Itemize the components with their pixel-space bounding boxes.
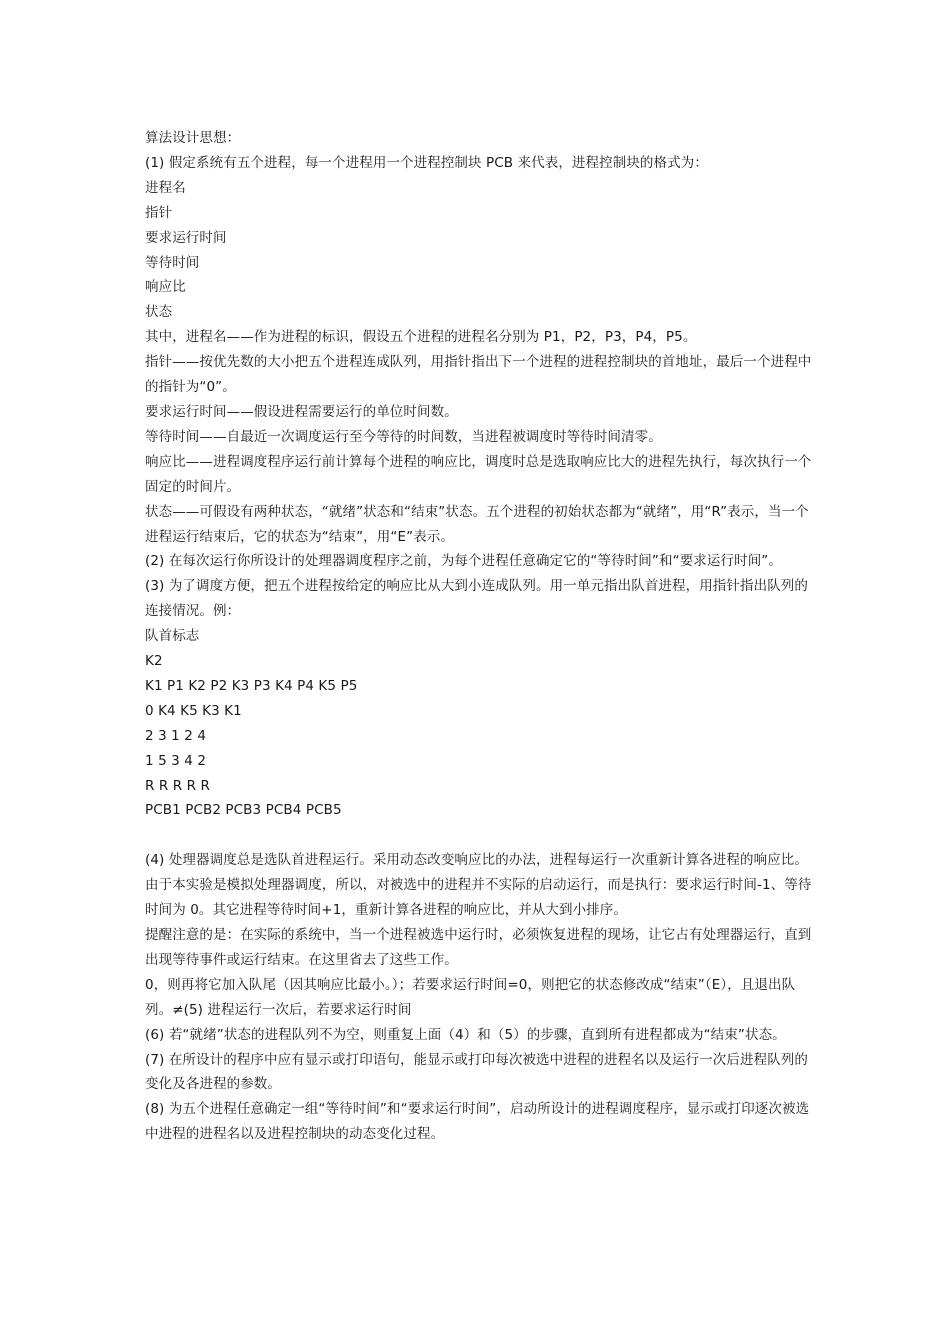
example-queue-head-value: K2 [145,653,163,670]
definition-pointer: 指针——按优先数的大小把五个进程连成队列，用指针指出下一个进程的进程控制块的首地址，最后一个进程中的指针为“0”。 [145,354,812,396]
paragraph-2: (2) 在每次运行你所设计的处理器调度程序之前，为每个进程任意确定它的“等待时间”和“要求运行时间”。 [145,553,782,570]
definition-name: 其中，进程名——作为进程的标识，假设五个进程的进程名分别为 P1，P2，P3，P4，P5。 [145,329,697,346]
paragraph-6: (6) 若“就绪”状态的进程队列不为空，则重复上面（4）和（5）的步骤，直到所有进程都成为“结束”状态。 [145,1026,786,1043]
paragraph-8: (8) 为五个进程任意确定一组“等待时间”和“要求运行时间”，启动所设计的进程调度程序，显示或打印逐次被选中进程的进程名以及进程控制块的动态变化过程。 [145,1101,810,1143]
pcb-field-state: 状态 [145,304,173,321]
pcb-field-pointer: 指针 [145,204,173,221]
paragraph-3: (3) 为了调度方便，把五个进程按给定的响应比从大到小连成队列。用一单元指出队首进程，用指针指出队列的连接情况。例： [145,578,809,620]
pcb-field-ratio: 响应比 [145,279,186,296]
paragraph-note: 提醒注意的是：在实际的系统中，当一个进程被选中运行时，必须恢复进程的现场，让它占有处理器运行，直到出现等待事件或运行结束。在这里省去了这些工作。 [145,926,812,968]
pcb-field-name: 进程名 [145,179,186,196]
example-row-pcbs: PCB1 PCB2 PCB3 PCB4 PCB5 [145,802,342,819]
example-queue-head-label: 队首标志 [145,628,200,645]
spacer [145,823,813,848]
pcb-field-waittime: 等待时间 [145,254,200,271]
paragraph-4: (4) 处理器调度总是选队首进程运行。采用动态改变响应比的办法，进程每运行一次重新计算各进程的响应比。由于本实验是模拟处理器调度，所以，对被选中的进程并不实际的启动运行，而是执行：要求运行时间-1、等待时间为 0。其它进程等待时间+1，重新计算各进程的响应比，并从大到小排序。 [145,852,812,919]
paragraph-1: (1) 假定系统有五个进程，每一个进程用一个进程控制块 PCB 来代表，进程控制块的格式为： [145,154,708,171]
paragraph-7: (7) 在所设计的程序中应有显示或打印语句，能显示或打印每次被选中进程的进程名以及运行一次后进程队列的变化及各进程的参数。 [145,1051,809,1093]
definition-ratio: 响应比——进程调度程序运行前计算每个进程的响应比，调度时总是选取响应比大的进程先执行，每次执行一个固定的时间片。 [145,453,812,495]
definition-runtime: 要求运行时间——假设进程需要运行的单位时间数。 [145,403,458,420]
document-body [145,126,813,1147]
definition-state: 状态——可假设有两种状态，“就绪”状态和“结束”状态。五个进程的初始状态都为“就绪”，用“R”表示，当一个进程运行结束后，它的状态为“结束”，用“E”表示。 [145,503,809,545]
definition-waittime: 等待时间——自最近一次调度运行至今等待的时间数，当进程被调度时等待时间清零。 [145,428,662,445]
example-row-names: K1 P1 K2 P2 K3 P3 K4 P4 K5 P5 [145,677,358,694]
example-row-states: R R R R R [145,777,210,794]
example-row-runtimes: 1 5 3 4 2 [145,752,207,769]
pcb-field-runtime: 要求运行时间 [145,229,227,246]
paragraph-5: 0，则再将它加入队尾（因其响应比最小。）；若要求运行时间=0，则把它的状态修改成“结束”（E），且退出队列。≠(5) 进程运行一次后，若要求运行时间 [145,976,796,1018]
example-row-waittimes: 2 3 1 2 4 [145,727,207,744]
example-row-pointers: 0 K4 K5 K3 K1 [145,702,242,719]
section-heading: 算法设计思想： [145,130,241,146]
